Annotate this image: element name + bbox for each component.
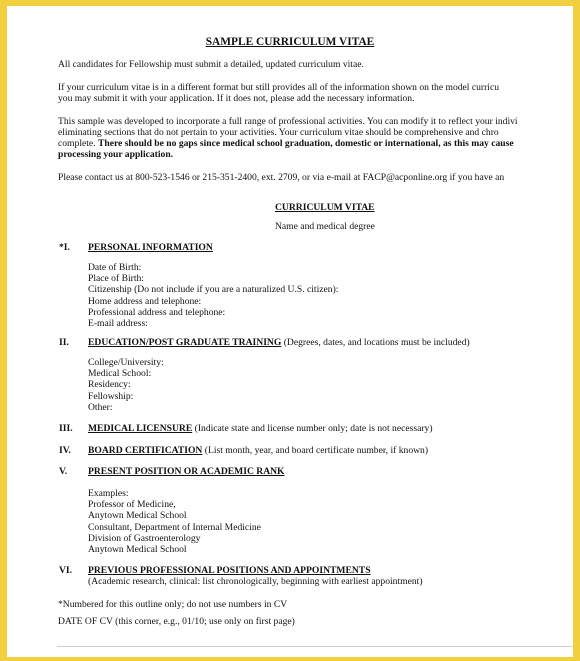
section-3-note: (Indicate state and license number only; date is not necessary)	[192, 423, 433, 434]
list-item: Consultant, Department of Internal Medicine	[88, 521, 261, 533]
section-4-note: (List month, year, and board certificate number, if known)	[202, 445, 429, 456]
list-item: Professional address and telephone:	[88, 306, 226, 318]
section-6-note: (Academic research, clinical: list chronologically, beginning with earliest appointment)	[88, 576, 423, 587]
section-2-note: (Degrees, dates, and locations must be included)	[281, 337, 470, 348]
contact-line: Please contact us at 800-523-1546 or 215-351-2400, ext. 2709, or via e-mail at FACP@acponline.org if you have an	[58, 172, 505, 183]
list-item: E-mail address:	[88, 318, 148, 330]
list-item: Citizenship (Do not include if you are a naturalized U.S. citizen):	[88, 284, 339, 296]
section-4-heading	[88, 445, 428, 456]
list-item: Anytown Medical School	[88, 510, 187, 522]
list-item: Anytown Medical School	[88, 544, 187, 556]
section-2-heading	[88, 337, 470, 348]
section-3-number: III.	[59, 423, 73, 434]
intro-paragraph-2-line-1: If your curriculum vitae is in a different format but still provides all of the information shown on the model curricu	[58, 82, 500, 93]
list-item: Other:	[88, 401, 113, 413]
section-5-title: PRESENT POSITION OR ACADEMIC RANK	[88, 466, 285, 477]
page-bottom-divider	[57, 646, 573, 647]
section-1-list	[88, 262, 338, 329]
list-item: Examples:	[88, 488, 129, 499]
intro-paragraph-3-line-1: This sample was developed to incorporate a full range of professional activities. You can modify it to reflect your indivi	[58, 116, 518, 127]
footnote: *Numbered for this outline only; do not use numbers in CV	[58, 599, 288, 610]
section-4-title: BOARD CERTIFICATION	[88, 445, 203, 456]
list-item: Residency:	[88, 379, 131, 391]
section-4-number: IV.	[59, 445, 71, 456]
list-item: Home address and telephone:	[88, 295, 202, 307]
section-6-heading	[88, 565, 371, 576]
list-item: Place of Birth:	[88, 273, 144, 285]
list-item: Fellowship:	[88, 390, 134, 402]
list-item: College/University:	[88, 357, 164, 368]
section-2-list	[88, 357, 164, 413]
document-title: SAMPLE CURRICULUM VITAE	[205, 36, 375, 48]
section-5-number: V.	[59, 466, 68, 477]
intro-paragraph-3-line-3	[58, 138, 514, 149]
document-page	[7, 6, 573, 657]
section-6-number: VI.	[59, 565, 73, 576]
section-5-heading	[88, 466, 285, 477]
section-5-list	[88, 488, 261, 555]
intro-complete-text: complete.	[58, 138, 98, 149]
cv-header-name: Name and medical degree	[275, 221, 375, 232]
cv-header-label: CURRICULUM VITAE	[275, 202, 375, 213]
intro-paragraph-1: All candidates for Fellowship must submit a detailed, updated curriculum vitae.	[58, 59, 364, 70]
section-3-heading	[88, 423, 433, 434]
section-1-title: PERSONAL INFORMATION	[88, 242, 213, 253]
section-1-number: *I.	[59, 242, 70, 253]
date-of-cv-line: DATE OF CV (this corner, e.g., 01/10; use only on first page)	[58, 616, 295, 627]
intro-gaps-warning: There should be no gaps since medical school graduation, domestic or international, as this may cause	[97, 138, 514, 149]
list-item: Division of Gastroenterology	[88, 532, 201, 544]
section-1-heading	[88, 242, 213, 253]
intro-paragraph-2-line-2: you may submit it with your application. If it does not, please add the necessary information.	[58, 93, 415, 104]
intro-paragraph-3-line-4: processing your application.	[58, 149, 174, 160]
section-2-number: II.	[59, 337, 69, 348]
intro-paragraph-3-line-2: eliminating sections that do not pertain to your activities. Your curriculum vitae should be comprehensive and chro	[58, 127, 499, 138]
section-6-title: PREVIOUS PROFESSIONAL POSITIONS AND APPOINTMENTS	[88, 565, 371, 576]
list-item: Professor of Medicine,	[88, 499, 176, 511]
section-2-title: EDUCATION/POST GRADUATE TRAINING	[88, 337, 282, 348]
section-3-title: MEDICAL LICENSURE	[88, 423, 193, 434]
list-item: Medical School:	[88, 368, 152, 380]
list-item: Date of Birth:	[88, 262, 142, 273]
